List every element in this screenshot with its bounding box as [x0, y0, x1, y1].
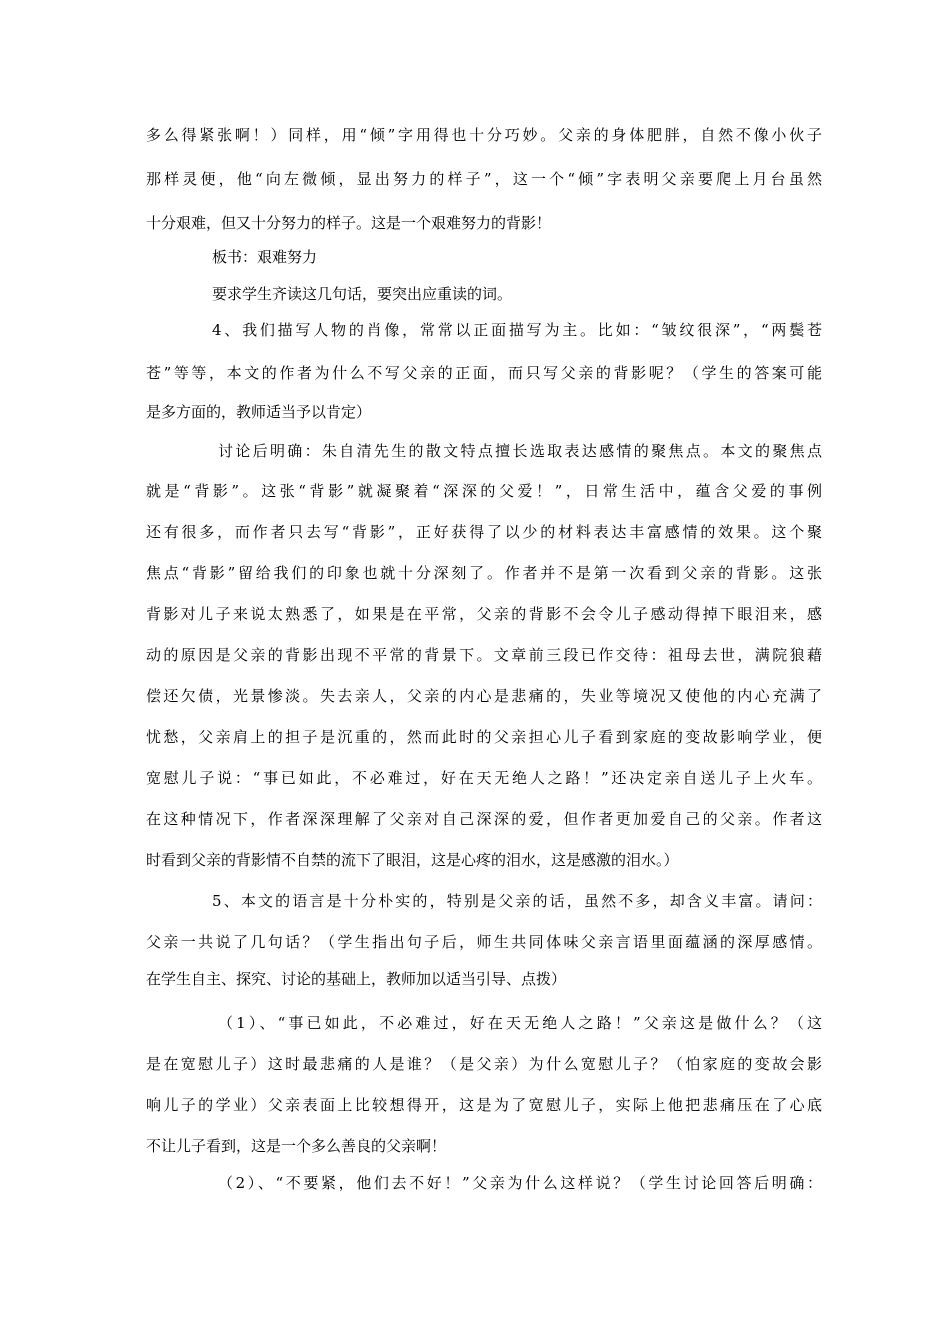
text-line: 是多方面的，教师适当予以肯定）	[146, 403, 372, 421]
text-line: 板书：艰难努力	[212, 248, 318, 266]
text-line: 焦点“背影”留给我们的印象也就十分深刻了。作者并不是第一次看到父亲的背影。这张	[146, 564, 822, 582]
text-line: 在学生自主、探究、讨论的基础上，教师加以适当引导、点拨）	[146, 970, 567, 988]
text-line: 讨论后明确：朱自清先生的散文特点擅长选取表达感情的聚焦点。本文的聚焦点	[218, 442, 822, 460]
text-line: （2）、“不要紧，他们去不好！”父亲为什么这样说？（学生讨论回答后明确：	[218, 1174, 822, 1192]
text-line: 忧愁，父亲肩上的担子是沉重的，然而此时的父亲担心儿子看到家庭的变故影响学业，便	[146, 728, 822, 746]
text-line: 4、我们描写人物的肖像，常常以正面描写为主。比如：“皱纹很深”，“两鬓苍	[212, 321, 822, 339]
text-line: 时看到父亲的背影情不自禁的流下了眼泪，这是心疼的泪水，这是感激的泪水。）	[146, 851, 679, 869]
text-line: 就是“背影”。这张“背影”就凝聚着“深深的父爱！”，日常生活中，蕴含父爱的事例	[146, 482, 822, 500]
text-line: 5、本文的语言是十分朴实的，特别是父亲的话，虽然不多，却含义丰富。请问：	[212, 892, 822, 910]
text-line: 动的原因是父亲的背影出现不平常的背景下。文章前三段已作交待：祖母去世，满院狼藉	[146, 646, 822, 664]
text-line: 是在宽慰儿子）这时最悲痛的人是谁？（是父亲）为什么宽慰儿子？（怕家庭的变故会影	[146, 1055, 822, 1073]
text-line: 十分艰难，但又十分努力的样子。这是一个艰难努力的背影！	[146, 214, 552, 232]
text-line: 宽慰儿子说：“事已如此，不必难过，好在天无绝人之路！”还决定亲自送儿子上火车。	[146, 769, 822, 787]
text-line: 多么得紧张啊！）同样，用“倾”字用得也十分巧妙。父亲的身体肥胖，自然不像小伙子	[146, 126, 822, 144]
text-line: 那样灵便，他“向左微倾，显出努力的样子”，这一个“倾”字表明父亲要爬上月台虽然	[146, 170, 822, 188]
text-line: 还有很多，而作者只去写“背影”，正好获得了以少的材料表达丰富感情的效果。这个聚	[146, 523, 822, 541]
text-line: 要求学生齐读这几句话，要突出应重读的词。	[212, 285, 513, 303]
text-line: 苍”等等，本文的作者为什么不写父亲的正面，而只写父亲的背影呢？（学生的答案可能	[146, 364, 822, 382]
text-line: 在这种情况下，作者深深理解了父亲对自己深深的爱，但作者更加爱自己的父亲。作者这	[146, 810, 822, 828]
text-line: 响儿子的学业）父亲表面上比较想得开，这是为了宽慰儿子，实际上他把悲痛压在了心底	[146, 1096, 822, 1114]
text-line: 偿还欠债，光景惨淡。失去亲人，父亲的内心是悲痛的，失业等境况又使他的内心充满了	[146, 687, 822, 705]
text-line: 父亲一共说了几句话？（学生指出句子后，师生共同体味父亲言语里面蕴涵的深厚感情。	[146, 933, 822, 951]
text-line: （1）、“事已如此，不必难过，好在天无绝人之路！”父亲这是做什么？（这	[218, 1014, 822, 1032]
text-line: 不让儿子看到，这是一个多么善良的父亲啊！	[146, 1137, 447, 1155]
text-line: 背影对儿子来说太熟悉了，如果是在平常，父亲的背影不会令儿子感动得掉下眼泪来，感	[146, 605, 822, 623]
